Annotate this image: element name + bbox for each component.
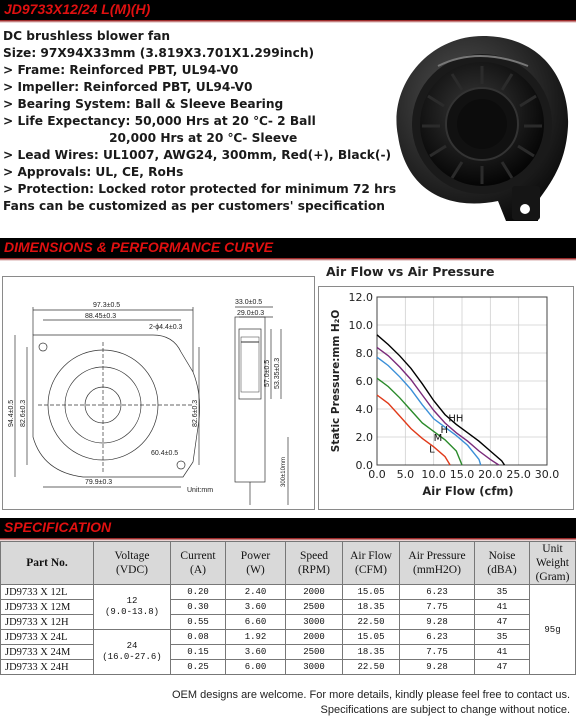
spec-line: 20,000 Hrs at 20 ℃- Sleeve <box>3 131 298 145</box>
dim-97-label: 97.3±0.5 <box>93 302 121 309</box>
airflow-cell: 22.50 <box>343 660 400 675</box>
x-tick-label: 10.0 <box>421 468 446 481</box>
dimension-drawing-svg <box>3 277 314 509</box>
spec-line: > Bearing System: Ball & Sleeve Bearing <box>3 97 284 111</box>
speed-cell: 3000 <box>286 660 343 675</box>
table-row <box>1 615 576 630</box>
part-number-cell: JD9733 X 24H <box>1 660 94 675</box>
noise-cell: 35 <box>475 585 530 600</box>
dim-53-label: 53.35±0.3 <box>274 357 281 389</box>
part-number-cell: JD9733 X 12M <box>1 600 94 615</box>
current-cell: 0.15 <box>171 645 226 660</box>
power-cell: 6.60 <box>226 615 286 630</box>
series-label: M <box>433 433 443 445</box>
pressure-cell: 6.23 <box>400 630 475 645</box>
y-tick-label: 0.0 <box>355 459 373 472</box>
dimensions-heading: DIMENSIONS & PERFORMANCE CURVE <box>4 239 274 255</box>
airflow-cell: 18.35 <box>343 645 400 660</box>
series-label: HH <box>448 413 464 425</box>
blower-fan-image <box>378 26 574 226</box>
dim-79-label: 79.9±0.3 <box>85 479 113 486</box>
table-header-row <box>1 542 576 585</box>
current-cell: 0.30 <box>171 600 226 615</box>
col-power: Power (W) <box>226 542 286 585</box>
x-tick-label: 20.0 <box>478 468 503 481</box>
noise-cell: 41 <box>475 600 530 615</box>
spec-line: > Lead Wires: UL1007, AWG24, 300mm, Red(+), Black(-) <box>3 148 392 162</box>
noise-cell: 41 <box>475 645 530 660</box>
table-row <box>1 585 576 600</box>
col-speed: Speed (RPM) <box>286 542 343 585</box>
y-tick-label: 12.0 <box>348 291 373 304</box>
col-noise: Noise (dBA) <box>475 542 530 585</box>
dim-82-right-label: 82.6±0.3 <box>192 399 199 427</box>
col-part-no: Part No. <box>1 542 94 585</box>
dim-300-label: 300±10mm <box>281 457 287 487</box>
spec-list <box>3 28 397 215</box>
speed-cell: 2000 <box>286 630 343 645</box>
power-cell: 3.60 <box>226 645 286 660</box>
dim-29-label: 29.0±0.3 <box>237 310 265 317</box>
current-cell: 0.55 <box>171 615 226 630</box>
weight-cell: 95g <box>530 585 576 675</box>
dim-57-label: 57.0±0.5 <box>264 359 271 387</box>
speed-cell: 2500 <box>286 645 343 660</box>
col-current: Current (A) <box>171 542 226 585</box>
series-line <box>377 395 450 465</box>
series-line <box>377 335 505 465</box>
dim-60-label: 60.4±0.5 <box>151 450 179 457</box>
model-title-bar <box>0 0 576 20</box>
current-cell: 0.25 <box>171 660 226 675</box>
pressure-cell: 6.23 <box>400 585 475 600</box>
pressure-cell: 9.28 <box>400 615 475 630</box>
part-number-cell: JD9733 X 12H <box>1 615 94 630</box>
table-row <box>1 645 576 660</box>
spec-line: DC brushless blower fan <box>3 29 171 43</box>
col-pressure: Air Pressure (mmH2O) <box>400 542 475 585</box>
y-tick-label: 8.0 <box>355 347 373 360</box>
airflow-cell: 22.50 <box>343 615 400 630</box>
dimension-drawing <box>2 276 315 510</box>
current-cell: 0.20 <box>171 585 226 600</box>
power-cell: 2.40 <box>226 585 286 600</box>
x-tick-label: 25.0 <box>506 468 531 481</box>
airflow-cell: 15.05 <box>343 630 400 645</box>
dim-94-label: 94.4±0.5 <box>8 399 15 427</box>
y-tick-label: 10.0 <box>348 319 373 332</box>
pressure-cell: 7.75 <box>400 645 475 660</box>
spec-line: Size: 97X94X33mm (3.819X3.701X1.299inch) <box>3 46 315 60</box>
part-number-cell: JD9733 X 24M <box>1 645 94 660</box>
power-cell: 3.60 <box>226 600 286 615</box>
spec-line: > Approvals: UL, CE, RoHs <box>3 165 184 179</box>
chart-title: Air Flow vs Air Pressure <box>326 264 495 279</box>
noise-cell: 47 <box>475 615 530 630</box>
y-tick-label: 2.0 <box>355 431 373 444</box>
table-row <box>1 660 576 675</box>
noise-cell: 47 <box>475 660 530 675</box>
performance-chart <box>319 287 573 509</box>
col-weight: Unit Weight (Gram) <box>530 542 576 585</box>
table-row <box>1 630 576 645</box>
spec-line: > Frame: Reinforced PBT, UL94-V0 <box>3 63 239 77</box>
power-cell: 6.00 <box>226 660 286 675</box>
y-tick-label: 6.0 <box>355 375 373 388</box>
dim-82-left-label: 82.6±0.3 <box>20 399 27 427</box>
unit-label: Unit:mm <box>187 487 214 494</box>
specification-heading: SPECIFICATION <box>4 519 112 535</box>
dim-88-label: 88.45±0.3 <box>85 313 117 320</box>
y-axis-label: Static Pressure:mm H₂O <box>330 309 342 453</box>
footer-disclaimer: Specifications are subject to change without notice. <box>320 704 570 716</box>
speed-cell: 2000 <box>286 585 343 600</box>
airflow-cell: 15.05 <box>343 585 400 600</box>
spec-line: Fans can be customized as per customers' specification <box>3 199 385 213</box>
dim-hole-label: 2-ϕ4.4±0.3 <box>149 324 183 331</box>
x-tick-label: 30.0 <box>534 468 560 481</box>
y-tick-label: 4.0 <box>355 403 373 416</box>
spec-line: > Impeller: Reinforced PBT, UL94-V0 <box>3 80 253 94</box>
current-cell: 0.08 <box>171 630 226 645</box>
airflow-cell: 18.35 <box>343 600 400 615</box>
power-cell: 1.92 <box>226 630 286 645</box>
col-voltage: Voltage (VDC) <box>94 542 171 585</box>
x-tick-label: 0.0 <box>368 468 386 481</box>
spec-line: > Protection: Locked rotor protected for minimum 72 hrs <box>3 182 397 196</box>
dim-33-label: 33.0±0.5 <box>235 299 263 306</box>
speed-cell: 2500 <box>286 600 343 615</box>
x-tick-label: 15.0 <box>449 468 475 481</box>
performance-curve-panel <box>318 286 574 510</box>
noise-cell: 35 <box>475 630 530 645</box>
x-tick-label: 5.0 <box>396 468 415 481</box>
model-title: JD9733X12/24 L(M)(H) <box>4 1 151 17</box>
dimensions-section-bar <box>0 238 576 258</box>
part-number-cell: JD9733 X 24L <box>1 630 94 645</box>
pressure-cell: 9.28 <box>400 660 475 675</box>
table-row <box>1 600 576 615</box>
voltage-cell: 12 (9.0-13.8) <box>94 585 171 630</box>
x-axis-label: Air Flow (cfm) <box>422 484 514 498</box>
voltage-cell: 24 (16.0-27.6) <box>94 630 171 675</box>
pressure-cell: 7.75 <box>400 600 475 615</box>
series-label: L <box>429 444 435 456</box>
speed-cell: 3000 <box>286 615 343 630</box>
part-number-cell: JD9733 X 12L <box>1 585 94 600</box>
specification-section-bar <box>0 518 576 538</box>
spec-line: > Life Expectancy: 50,000 Hrs at 20 ℃- 2 Ball <box>3 114 316 128</box>
col-airflow: Air Flow (CFM) <box>343 542 400 585</box>
specification-table <box>0 541 576 675</box>
series-label: H <box>440 424 448 436</box>
footer-oem-note: OEM designs are welcome. For more details, kindly please feel free to contact us. <box>171 689 570 701</box>
